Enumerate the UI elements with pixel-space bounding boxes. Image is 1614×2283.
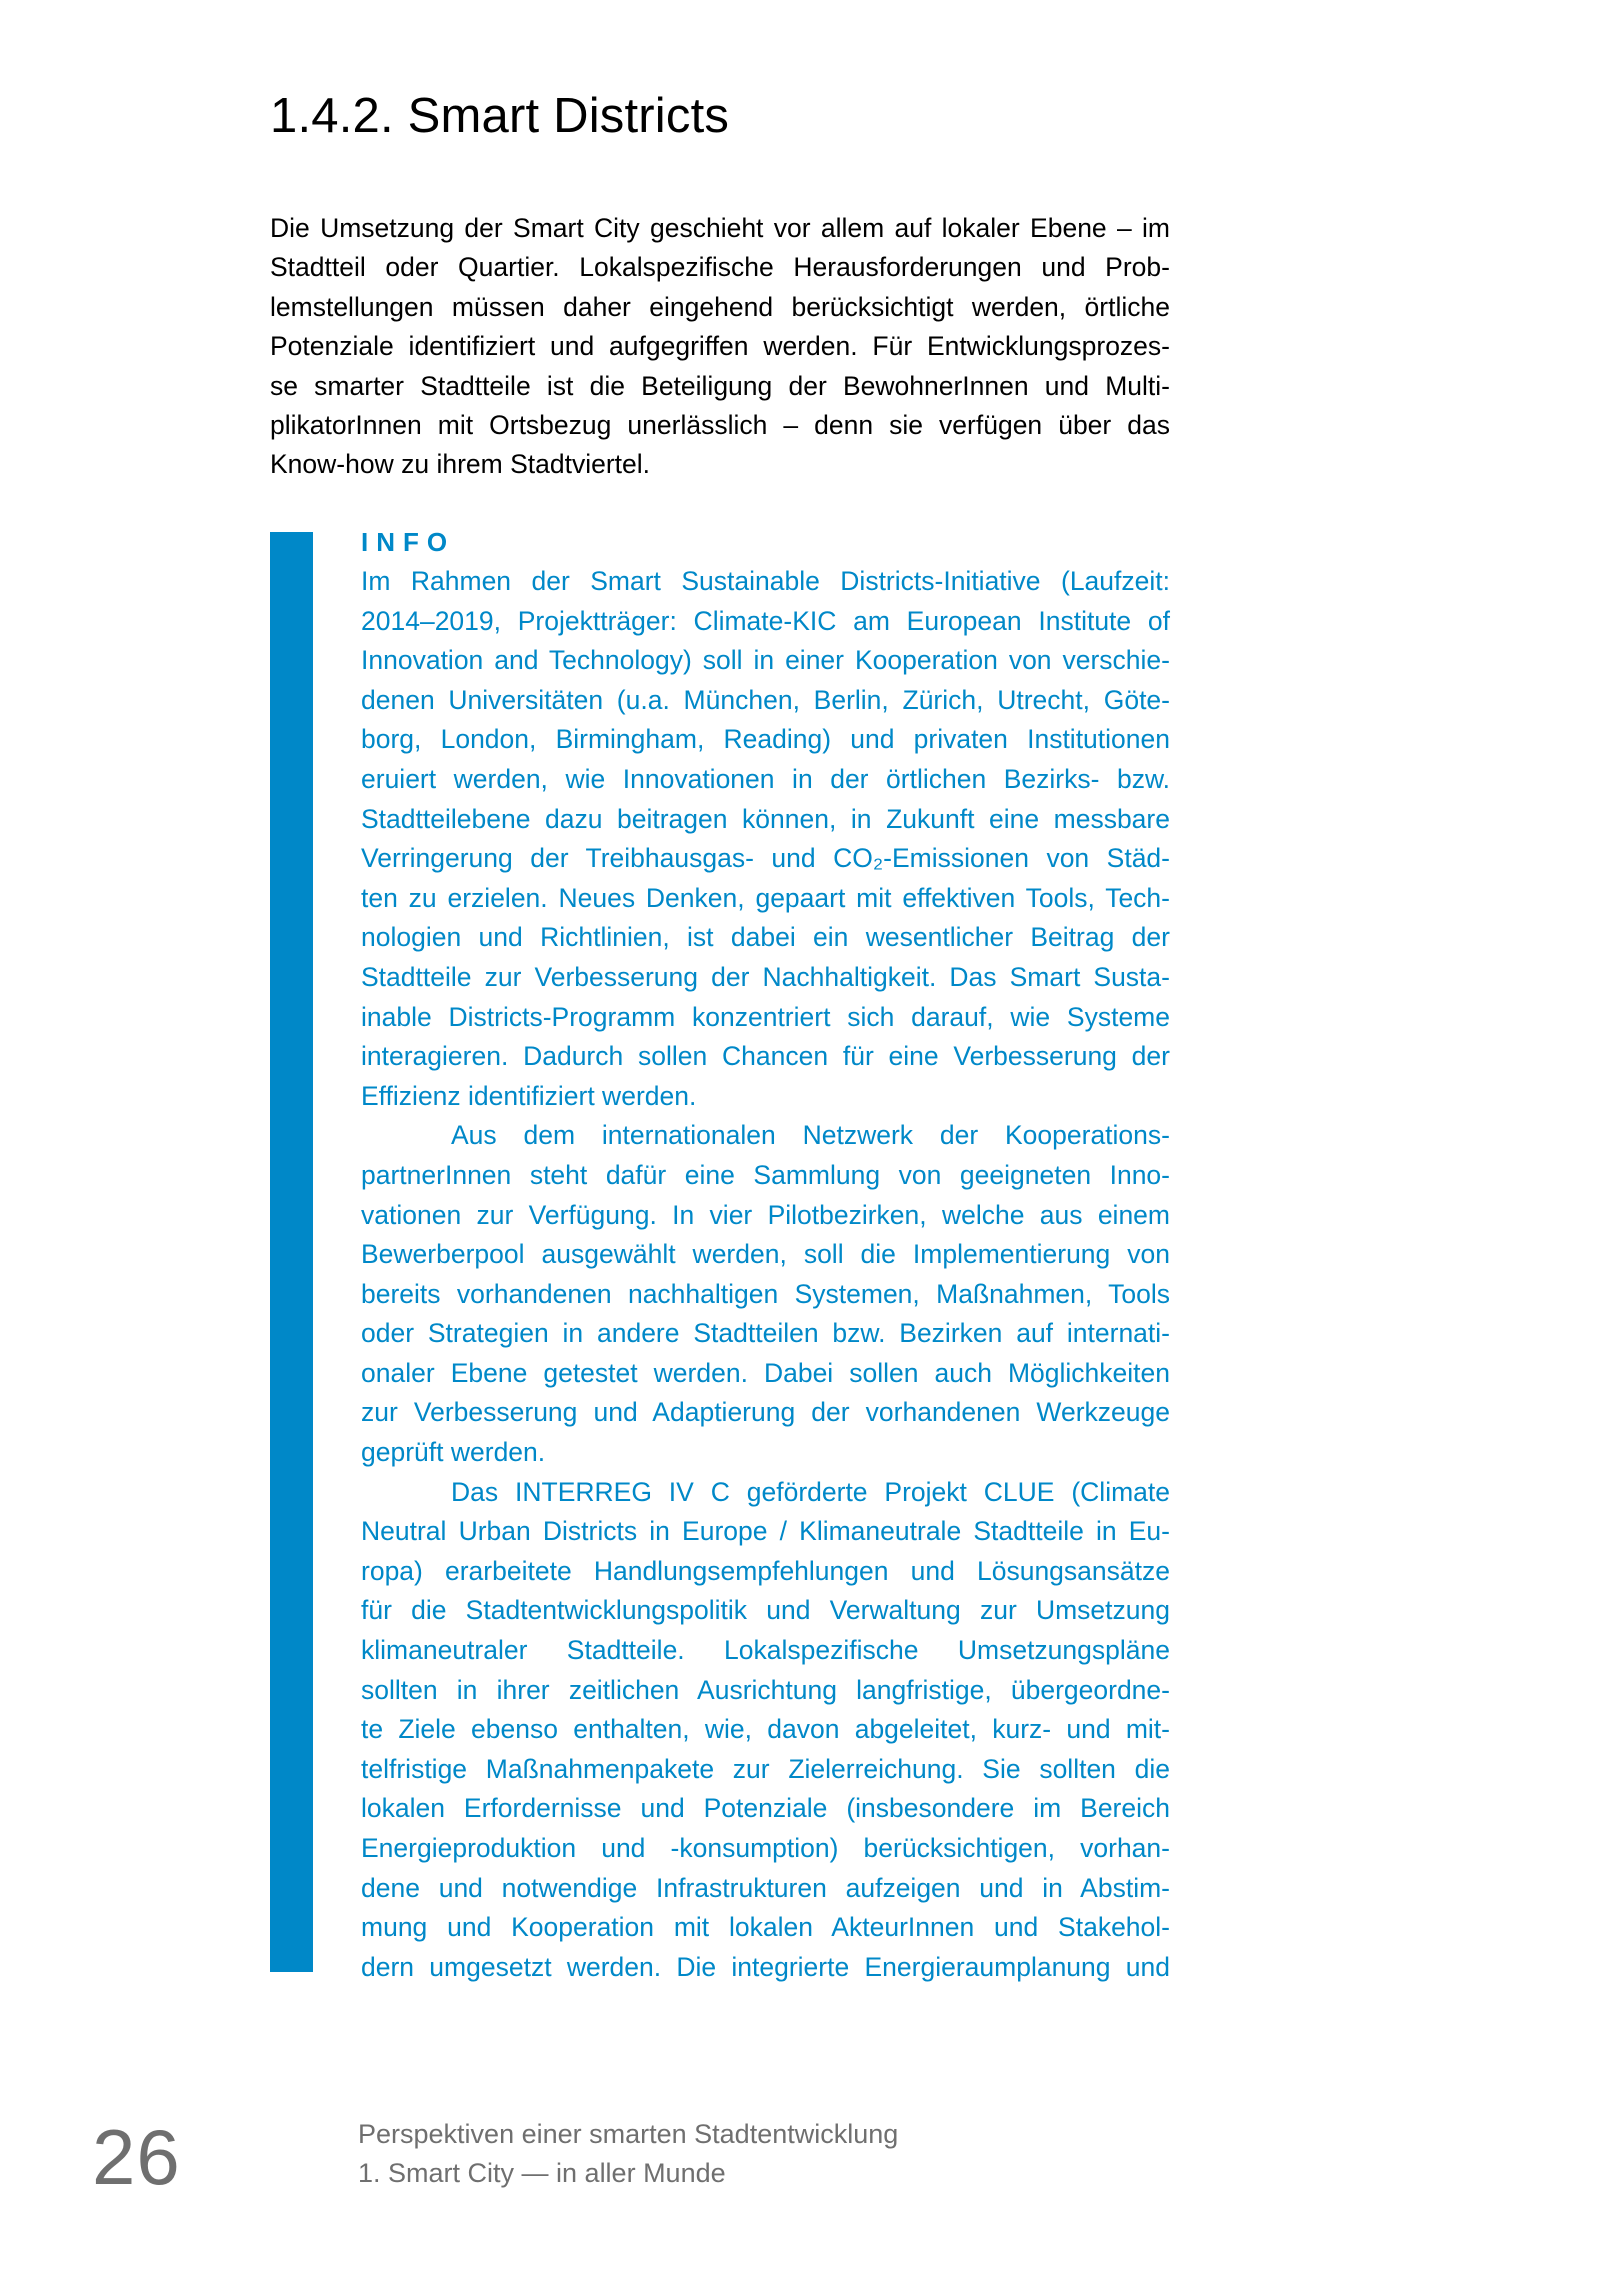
intro-line: Die Umsetzung der Smart City geschieht vor allem auf lokaler Ebene – im: [270, 213, 1170, 243]
info-line: sollten in ihrer zeitlichen Ausrichtung langfristige, übergeordne-: [361, 1674, 1170, 1705]
footer-chapter-title: 1. Smart City — in aller Munde: [358, 2158, 726, 2188]
info-line: inable Districts-Programm konzentriert sich darauf, wie Systeme: [361, 1001, 1170, 1032]
info-line: ten zu erzielen. Neues Denken, gepaart mit effektiven Tools, Tech-: [361, 882, 1170, 913]
info-box-label: INFO: [361, 527, 456, 557]
info-line: nologien und Richtlinien, ist dabei ein wesentlicher Beitrag der: [361, 922, 1170, 953]
info-line: eruiert werden, wie Innovationen in der örtlichen Bezirks- bzw.: [361, 763, 1170, 794]
intro-line: Potenziale identifiziert und aufgegriffen werden. Für Entwicklungsprozes-: [270, 331, 1170, 362]
section-heading: 1.4.2. Smart Districts: [270, 89, 730, 143]
info-box-accent-bar: [270, 532, 313, 1972]
info-line: Stadtteilebene dazu beitragen können, in Zukunft eine messbare: [361, 803, 1170, 834]
info-line: dern umgesetzt werden. Die integrierte Energieraumplanung und: [361, 1951, 1170, 1982]
info-line: Neutral Urban Districts in Europe / Klimaneutrale Stadtteile in Eu-: [361, 1516, 1170, 1547]
info-line: Stadtteile zur Verbesserung der Nachhaltigkeit. Das Smart Susta-: [361, 961, 1170, 992]
info-line: bereits vorhandenen nachhaltigen Systemen, Maßnahmen, Tools: [361, 1278, 1170, 1309]
info-line: für die Stadtentwicklungspolitik und Verwaltung zur Umsetzung: [361, 1595, 1170, 1626]
info-box-body: [361, 562, 1170, 1987]
info-line: ropa) erarbeitete Handlungsempfehlungen und Lösungsansätze: [361, 1555, 1170, 1586]
intro-paragraph: [270, 209, 1170, 485]
info-line: te Ziele ebenso enthalten, wie, davon abgeleitet, kurz- und mit-: [361, 1714, 1170, 1745]
info-line: Energieproduktion und -konsumption) berücksichtigen, vorhan-: [361, 1833, 1170, 1863]
info-line: geprüft werden.: [361, 1437, 546, 1468]
info-line: interagieren. Dadurch sollen Chancen für eine Verbesserung der: [361, 1041, 1170, 1072]
info-line: Verringerung der Treibhausgas- und CO₂-Emissionen von Städ-: [361, 843, 1170, 874]
intro-line: plikatorInnen mit Ortsbezug unerlässlich – denn sie verfügen über das: [270, 410, 1170, 441]
info-paragraph-3: [361, 1473, 1170, 1988]
info-line: Bewerberpool ausgewählt werden, soll die Implementierung von: [361, 1239, 1170, 1270]
info-line: Innovation and Technology) soll in einer Kooperation von verschie-: [361, 645, 1170, 676]
info-line: 2014–2019, Projektträger: Climate-KIC am European Institute of: [361, 605, 1170, 636]
info-line: klimaneutraler Stadtteile. Lokalspezifische Umsetzungspläne: [361, 1635, 1170, 1666]
info-line: Im Rahmen der Smart Sustainable Districts-Initiative (Laufzeit:: [361, 566, 1170, 596]
info-line: Aus dem internationalen Netzwerk der Kooperations-: [451, 1120, 1170, 1151]
running-footer: [358, 2115, 898, 2193]
info-line: borg, London, Birmingham, Reading) und privaten Institutionen: [361, 724, 1170, 755]
info-line: vationen zur Verfügung. In vier Pilotbezirken, welche aus einem: [361, 1199, 1170, 1230]
intro-line: lemstellungen müssen daher eingehend berücksichtigt werden, örtliche: [270, 291, 1170, 322]
page-number: 26: [92, 2113, 181, 2201]
footer-book-title: Perspektiven einer smarten Stadtentwicklung: [358, 2119, 899, 2149]
info-line: onaler Ebene getestet werden. Dabei sollen auch Möglichkeiten: [361, 1357, 1170, 1388]
intro-line: se smarter Stadtteile ist die Beteiligung der BewohnerInnen und Multi-: [270, 370, 1170, 401]
info-line: mung und Kooperation mit lokalen AkteurInnen und Stakehol-: [361, 1912, 1170, 1943]
info-line: Effizienz identifiziert werden.: [361, 1080, 697, 1111]
intro-line: Know-how zu ihrem Stadtviertel.: [270, 449, 650, 480]
info-paragraph-2: [361, 1116, 1170, 1472]
info-line: telfristige Maßnahmenpakete zur Zielerreichung. Sie sollten die: [361, 1753, 1170, 1784]
info-line: denen Universitäten (u.a. München, Berlin, Zürich, Utrecht, Göte-: [361, 684, 1170, 715]
info-line: zur Verbesserung und Adaptierung der vorhandenen Werkzeuge: [361, 1397, 1170, 1428]
info-line: oder Strategien in andere Stadtteilen bzw. Bezirken auf internati-: [361, 1318, 1170, 1349]
intro-line: Stadtteil oder Quartier. Lokalspezifische Herausforderungen und Prob-: [270, 252, 1170, 283]
info-line: lokalen Erfordernisse und Potenziale (insbesondere im Bereich: [361, 1793, 1170, 1824]
info-line: partnerInnen steht dafür eine Sammlung von geeigneten Inno-: [361, 1159, 1170, 1190]
info-paragraph-1: [361, 562, 1170, 1116]
info-line: Das INTERREG IV C geförderte Projekt CLUE (Climate: [451, 1476, 1170, 1507]
info-line: dene und notwendige Infrastrukturen aufzeigen und in Abstim-: [361, 1872, 1170, 1903]
